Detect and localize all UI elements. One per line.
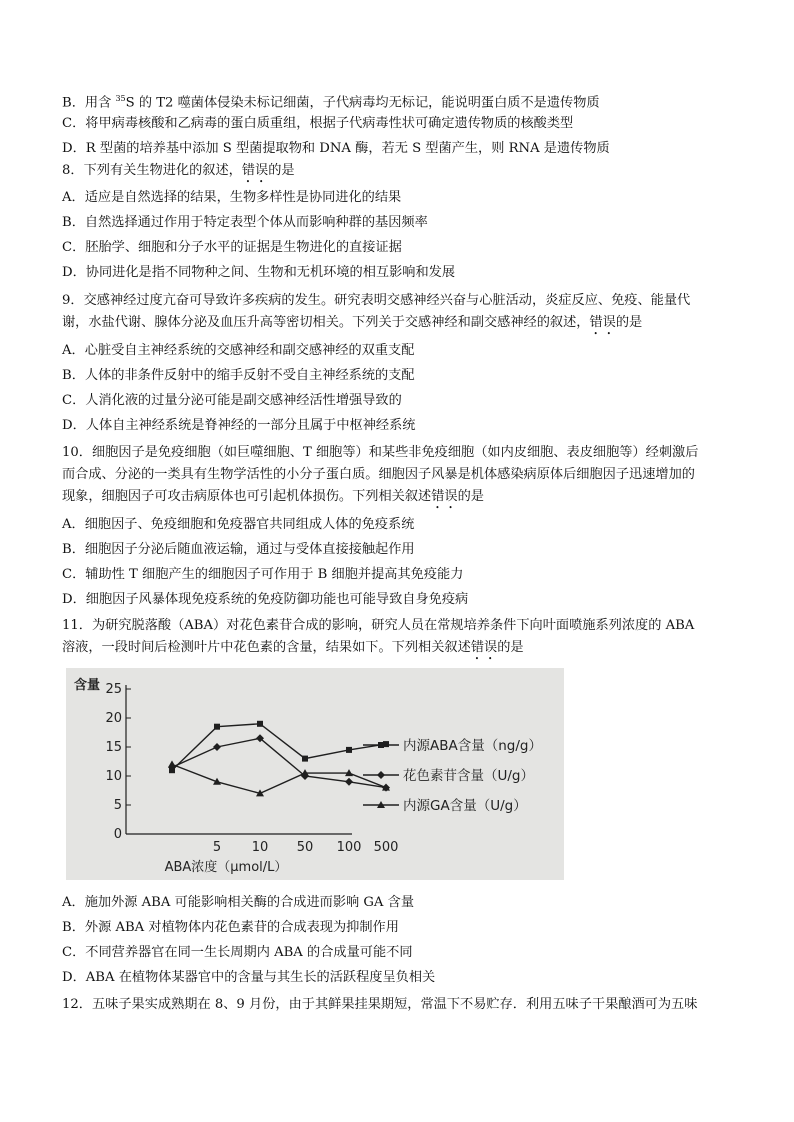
text-line: [62, 566, 463, 584]
x-tick-label: 50: [296, 840, 314, 855]
line-segment: B．自然选择通过作用于特定表型个体从而影响种群的基因频率: [62, 215, 428, 230]
line-segment: D．协同进化是指不同物种之间、生物和无机环境的相互影响和发展: [62, 265, 456, 280]
line-segment: 错误: [431, 489, 458, 504]
text-line: [62, 617, 694, 635]
text-line: [62, 444, 698, 462]
text-line: [62, 944, 413, 962]
line-segment: C．辅助性 T 细胞产生的细胞因子可作用于 B 细胞并提高其免疫能力: [62, 567, 464, 582]
line-segment: 错误: [589, 315, 616, 330]
line-segment: 8．下列有关生物进化的叙述，: [62, 163, 242, 178]
line-segment: 的是: [457, 489, 484, 504]
text-line: [62, 591, 468, 609]
x-tick-label: 100: [336, 840, 362, 855]
y-tick-label: 25: [105, 682, 122, 697]
text-line: [62, 115, 573, 133]
line-segment: B．细胞因子分泌后随血液运输，通过与受体直接接触起作用: [62, 542, 415, 557]
line-segment: 的是: [497, 640, 524, 655]
line-segment: A．细胞因子、免疫细胞和免疫器官共同组成人体的免疫系统: [62, 517, 415, 532]
data-point-square: [378, 742, 384, 748]
aba-chart: [66, 668, 564, 880]
line-segment: 而合成、分泌的一类具有生物学活性的小分子蛋白质。细胞因子风暴是机体感染病原体后细胞因子迅速增加的: [62, 467, 695, 482]
data-point-diamond: [345, 778, 353, 786]
x-tick-label: 10: [251, 840, 269, 855]
data-point-diamond: [377, 771, 385, 779]
y-tick-label: 15: [105, 740, 122, 755]
text-line: [62, 392, 402, 410]
line-segment: C．将甲病毒核酸和乙病毒的蛋白质重组，根据子代病毒性状可确定遗传物质的核酸类型: [62, 116, 574, 131]
chart-svg: [66, 668, 564, 880]
line-segment: C．不同营养器官在同一生长周期内 ABA 的合成量可能不同: [62, 945, 413, 960]
text-line: [62, 189, 401, 207]
text-line: [62, 367, 415, 385]
y-axis-label: 含量: [74, 678, 101, 693]
text-line: [62, 292, 690, 310]
line-segment: D．R 型菌的培养基中添加 S 型菌提取物和 DNA 酶，若无 S 型菌产生，则 RNA 是遗传物质: [62, 141, 610, 156]
y-tick-label: 0: [113, 827, 122, 842]
data-point-square: [214, 724, 220, 730]
series-line: [172, 764, 386, 793]
line-segment: D．ABA 在植物体某器官中的含量与其生长的活跃程度呈负相关: [62, 970, 436, 985]
line-segment: B．外源 ABA 对植物体内花色素苷的合成表现为抑制作用: [62, 920, 399, 935]
line-segment: 现象，细胞因子可攻击病原体也可引起机体损伤。下列相关叙述: [62, 489, 432, 504]
text-line: [62, 541, 415, 559]
y-tick-label: 5: [113, 798, 122, 813]
line-segment: A．心脏受自主神经系统的交感神经和副交感神经的双重支配: [62, 343, 415, 358]
text-line: [62, 342, 414, 360]
line-segment: 错误: [470, 640, 498, 655]
legend-label: 内源ABA含量（ng/g）: [403, 738, 542, 754]
series-line: [172, 724, 386, 770]
line-segment: S 的 T2 噬菌体侵染未标记细菌，子代病毒均无标记，能说明蛋白质不是遗传物质: [125, 95, 600, 111]
x-axis-label: ABA浓度（μmol/L）: [164, 860, 288, 875]
text-line: [62, 969, 435, 987]
data-point-square: [346, 747, 352, 753]
line-segment: 35: [115, 94, 126, 103]
text-line: [62, 417, 415, 435]
data-point-diamond: [213, 743, 221, 751]
x-tick-label: 5: [212, 840, 222, 855]
line-segment: 10．细胞因子是免疫细胞（如巨噬细胞、T 细胞等）和某些非免疫细胞（如内皮细胞、表皮细胞等）经刺激后: [62, 445, 699, 460]
data-point-square: [257, 721, 263, 727]
data-point-triangle: [168, 760, 176, 767]
text-line: [62, 140, 610, 158]
text-line: [62, 162, 295, 186]
line-segment: D．细胞因子风暴体现免疫系统的免疫防御功能也可能导致自身免疫病: [62, 592, 469, 607]
line-segment: A．适应是自然选择的结果，生物多样性是协同进化的结果: [62, 190, 402, 205]
line-segment: 的是: [615, 315, 643, 330]
text-line: [62, 488, 484, 512]
line-segment: B．用含: [62, 95, 116, 111]
legend-label: 内源GA含量（U/g）: [403, 798, 527, 814]
text-line: [62, 264, 455, 282]
line-segment: 12．五味子果实成熟期在 8、9 月份，由于其鲜果挂果期短，常温下不易贮存．利用五味子干果酿酒可为五味: [62, 997, 698, 1012]
text-line: [62, 466, 695, 484]
text-line: [62, 894, 414, 912]
line-segment: 的是: [268, 163, 295, 178]
y-tick-label: 20: [105, 711, 122, 726]
line-segment: 谢，水盐代谢、腺体分泌及血压升高等密切相关。下列关于交感神经和副交感神经的叙述，: [62, 315, 590, 330]
line-segment: C．人消化液的过量分泌可能是副交感神经活性增强导致的: [62, 393, 402, 408]
y-tick-label: 10: [105, 769, 122, 784]
line-segment: C．胚胎学、细胞和分子水平的证据是生物进化的直接证据: [62, 240, 402, 255]
text-line: [62, 90, 600, 112]
text-line: [62, 516, 414, 534]
series-line: [172, 738, 386, 787]
legend-label: 花色素苷含量（U/g）: [403, 768, 534, 784]
text-line: [62, 239, 402, 257]
line-segment: 溶液，一段时间后检测叶片中花色素的含量，结果如下。下列相关叙述: [62, 640, 471, 655]
line-segment: 9．交感神经过度亢奋可导致许多疾病的发生。研究表明交感神经兴奋与心脏活动，炎症反应、免疫、能量代: [62, 293, 691, 308]
text-line: [62, 639, 524, 663]
text-line: [62, 919, 399, 937]
line-segment: 错误: [241, 163, 269, 178]
data-point-square: [302, 756, 308, 762]
line-segment: A．施加外源 ABA 可能影响相关酶的合成进而影响 GA 含量: [62, 895, 415, 910]
line-segment: 11．为研究脱落酸（ABA）对花色素苷合成的影响，研究人员在常规培养条件下向叶面喷施系列浓度的 ABA: [62, 618, 695, 633]
text-line: [62, 214, 428, 232]
text-line: [62, 314, 642, 338]
line-segment: D．人体自主神经系统是脊神经的一部分且属于中枢神经系统: [62, 418, 416, 433]
x-tick-label: 500: [373, 840, 399, 855]
line-segment: B．人体的非条件反射中的缩手反射不受自主神经系统的支配: [62, 368, 415, 383]
text-line: [62, 996, 697, 1014]
